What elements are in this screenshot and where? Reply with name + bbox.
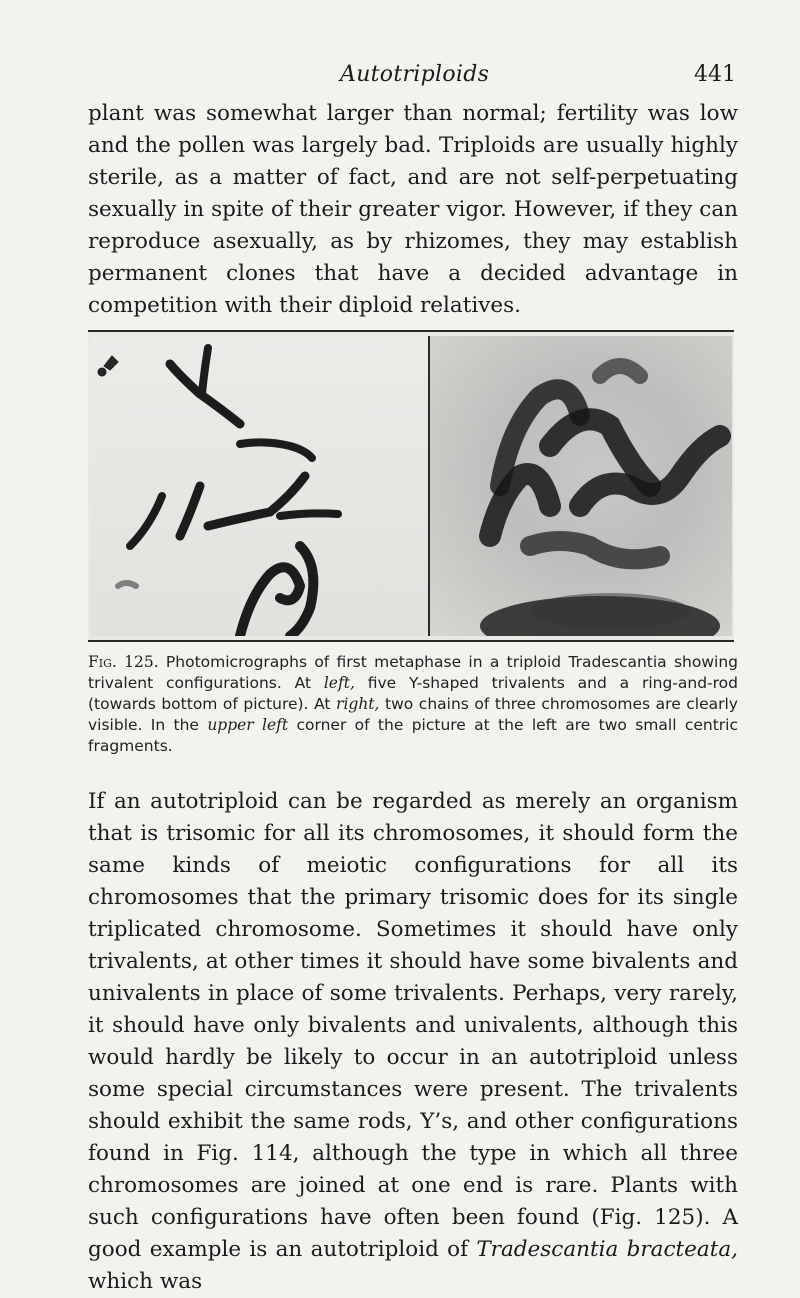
caption-emphasis-right: right,	[336, 695, 380, 713]
figure-caption	[88, 652, 738, 757]
caption-label: Fig. 125.	[88, 653, 159, 671]
figure-125	[88, 330, 734, 642]
caption-text-1: Photomicrographs of first metaphase in a triploid Tradescantia showing trivalent configurations. At	[88, 653, 738, 692]
paragraph-2-end: which was	[88, 1269, 203, 1294]
caption-text-2: five Y-shaped trivalents and a ring-and-rod (towards bottom of picture). At	[88, 674, 738, 713]
paragraph-1: plant was somewhat larger than normal; fertility was low and the pollen was largely bad. Triploids are usually highly sterile, as a matter of fact, and are not self-perpetuating sexually in spite of their greater vigor. However, if they can reproduce asexually, as by rhizomes, they may establish permanent clones that have a decided advantage in competition with their diploid relatives.	[88, 101, 738, 318]
running-title: Autotriploids	[340, 62, 490, 87]
caption-emphasis-left: left,	[323, 674, 355, 692]
species-name: Tradescantia bracteata,	[476, 1237, 738, 1262]
photomicrograph-left	[90, 336, 428, 636]
page-header	[0, 62, 800, 92]
caption-text-3: two chains of three chromosomes are clearly visible. In the	[88, 695, 738, 734]
photomicrograph-right	[430, 336, 732, 636]
caption-emphasis-upper-left: upper left	[207, 716, 289, 734]
paragraph-2-text: If an autotriploid can be regarded as merely an organism that is trisomic for all its chromosomes, it should form the same kinds of meiotic configurations for all its chromosomes that the primary trisomic does for its single triplicated chromosome. Sometimes it should have only trivalents, at other times it should have some bivalents and univalents in place of some trivalents. Perhaps, very rarely, it should have only bivalents and univalents, although this would hardly be likely to occur in an autotriploid unless some special circumstances were present. The trivalents should exhibit the same rods, Y’s, and other configurations found in Fig. 114, although the type in which all three chromosomes are joined at one end is rare. Plants with such configurations have often been found (Fig. 125). A good example is an autotriploid of	[88, 789, 738, 1262]
paragraph-2	[88, 786, 738, 1298]
page-number: 441	[694, 62, 736, 87]
caption-text-4: corner of the picture at the left are two small centric fragments.	[88, 716, 739, 755]
